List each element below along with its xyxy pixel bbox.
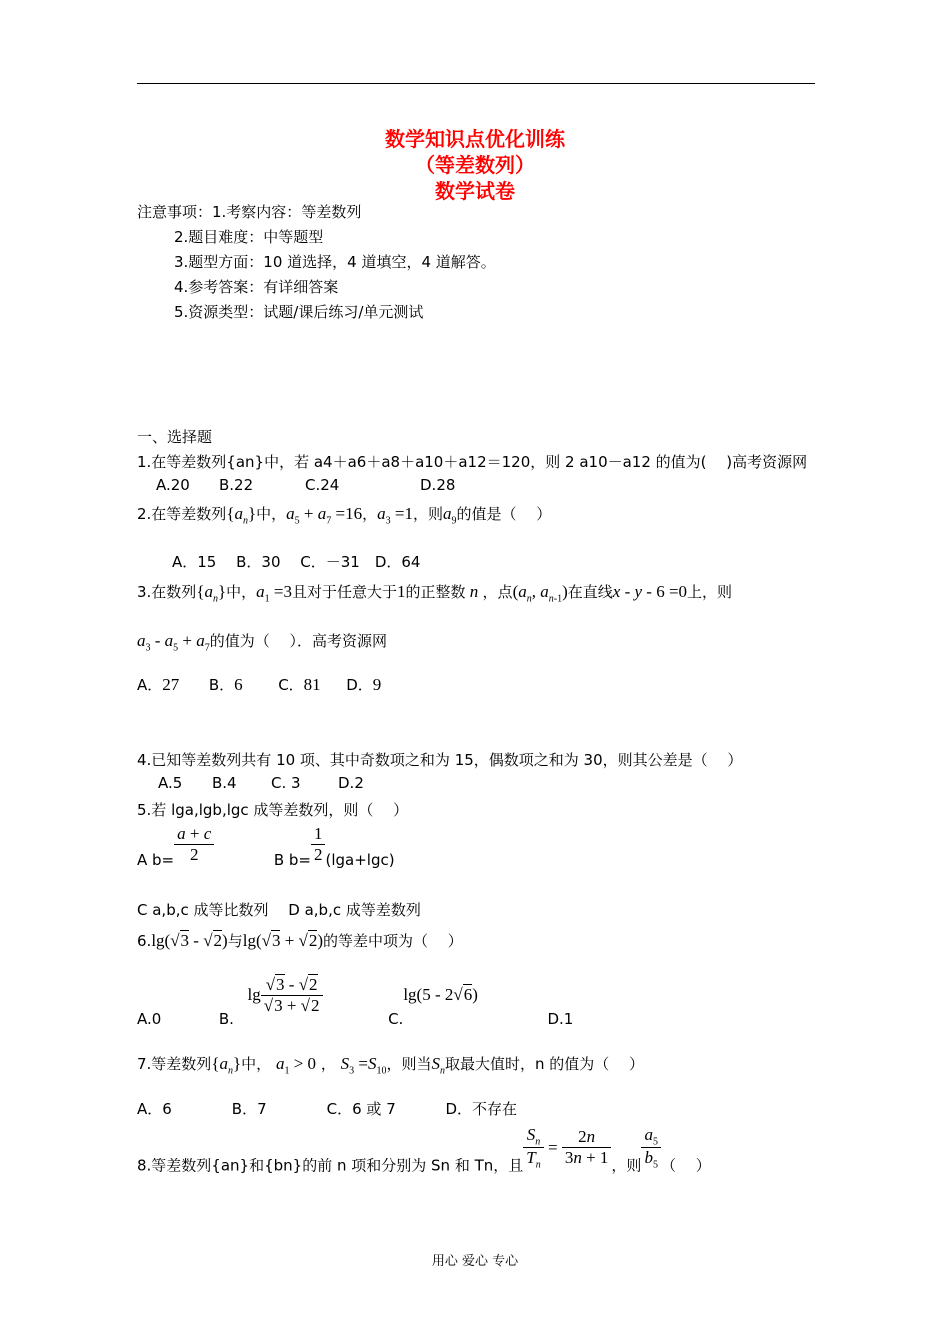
header-rule <box>137 83 815 84</box>
note-1: 注意事项：1.考察内容：等差数列 <box>137 203 362 221</box>
question-4: 4.已知等差数列共有 10 项、其中奇数项之和为 15，偶数项之和为 30，则其公差是（ ） <box>137 751 743 769</box>
q5-fraction-a: $\frac{a + c}{2}$ <box>174 824 214 865</box>
q4-option-b: B.4 <box>212 774 237 792</box>
question-3-cont <box>137 630 387 653</box>
question-1: 1.在等差数列{an}中，若 a4＋a6＋a8＋a10＋a12＝120，则 2 a10－a12 的值为( )高考资源网 <box>137 453 808 471</box>
title-line-3: 数学试卷 <box>435 179 515 203</box>
q3-option-c-value: 81 <box>303 675 321 694</box>
q3-formula-point: ($a_n$, $a_{n-1}$) <box>512 582 568 605</box>
q2-formula-sum: $a_5 + a_7 =16$ <box>286 504 363 527</box>
q2-formula-seq: $\{a_n\}$ <box>226 504 257 527</box>
q6-option-c: C. <box>388 1010 404 1028</box>
q6-option-b-formula: lg <box>247 985 261 1004</box>
q3-formula-seq: $\{a_n\}$ <box>196 582 227 605</box>
q6-option-d: D.1 <box>547 1010 574 1028</box>
q3-option-a-value: 27 <box>162 675 180 694</box>
question-6 <box>137 930 463 951</box>
q2-tail: 的值是（ ） <box>456 505 552 523</box>
q8-post: （ ） <box>660 1156 711 1175</box>
q6-pre: 6. <box>137 932 152 950</box>
q6-option-a: A.0 <box>137 1010 162 1028</box>
q3-options <box>137 674 381 695</box>
q3-t3: 的正整数 <box>405 583 466 601</box>
note-2: 2.题目难度：中等题型 <box>174 228 324 246</box>
q1-option-c: C.24 <box>305 476 340 494</box>
q3-t4: ，点 <box>482 583 513 601</box>
question-5: 5.若 lga,lgb,lgc 成等差数列，则（ ） <box>137 801 409 819</box>
q3-option-a: A． <box>137 676 163 694</box>
q2-formula-a3: $a_3 =1$ <box>377 504 413 527</box>
q3-option-c: C． <box>278 676 304 694</box>
question-7: 7.等差数列$\{a_n\}$中， $a_1 > 0$ ， $S_3 =S_{10}$，则当$S_n$取最大值时，n 的值为（ ） <box>137 1054 644 1077</box>
page-footer: 用心 爱心 专心 <box>431 1254 519 1269</box>
q7-t2: ，则当 <box>386 1055 432 1073</box>
q6-option-c-formula: lg(5 - 2√6) <box>403 985 478 1004</box>
question-3 <box>137 581 732 604</box>
q5-fraction-half: $\frac{1}{2}$ <box>311 824 326 865</box>
note-4: 4.参考答案：有详细答案 <box>174 278 339 296</box>
q8-equals: = <box>543 1137 562 1157</box>
q5-options-ab <box>137 824 395 869</box>
q3-formula-line: x - y - 6 =0 <box>612 582 688 601</box>
q6-options <box>137 975 573 1028</box>
q4-option-a: A.5 <box>158 774 183 792</box>
q7-pre: 7.等差数列 <box>137 1055 212 1073</box>
q3-formula-expr: $a_3 - a_5 + a_7$ <box>137 631 210 654</box>
q8-pre: 8.等差数列{an}和{bn}的前 n 项和分别为 Sn 和 Tn，且 <box>137 1156 524 1175</box>
q3-t2: 且对于任意大于 <box>292 583 398 601</box>
q3-t5: 在直线 <box>567 583 613 601</box>
q3-formula-a1: $a_1 =3$ <box>256 582 293 605</box>
q1-option-d: D.28 <box>420 476 456 494</box>
q3-formula-n: n <box>465 582 483 601</box>
q3-t6: 上，则 <box>687 583 733 601</box>
note-5: 5.资源类型：试题/课后练习/单元测试 <box>174 303 424 321</box>
q5-options-cd: C a,b,c 成等比数列 D a,b,c 成等差数列 <box>137 901 421 919</box>
q7-t3: 取最大值时，n 的值为（ ） <box>444 1055 644 1073</box>
q3-option-b: B． <box>208 676 235 694</box>
q2-options: A．15 B．30 C．－31 D．64 <box>172 553 421 571</box>
q6-post: 的等差中项为（ ） <box>323 932 463 950</box>
q3-t7: 的值为（ ）．高考资源网 <box>209 632 388 650</box>
q7-formula-s3: $S_3 =S_{10}$ <box>340 1054 387 1077</box>
question-8 <box>137 1125 711 1175</box>
q3-formula-one: 1 <box>397 582 406 601</box>
q6-formula-right: lg(√3 + √2) <box>242 931 324 950</box>
question-2: 2.在等差数列$\{a_n\}$中，$a_5 + a_7 =16$，$a_3 =1$，则$a_9$的值是（ ） <box>137 504 552 527</box>
q1-option-b: B.22 <box>219 476 254 494</box>
q5-option-b: B b= <box>273 851 311 869</box>
q2-post: ，则 <box>412 505 443 523</box>
q5-option-b-text: (lga+lgc) <box>325 851 395 869</box>
q6-fraction-b: $\frac{√3 - √2}{√3 + √2}$ <box>261 975 323 1016</box>
q8-mid: ，则 <box>611 1156 642 1175</box>
q6-option-b: B. <box>218 1010 234 1028</box>
q2-formula-a9: $a_9$ <box>442 504 457 527</box>
q7-formula-seq: $\{a_n\}$ <box>211 1054 242 1077</box>
q4-option-d: D.2 <box>338 774 364 792</box>
q7-formula-sn: $S_n$ <box>431 1054 445 1077</box>
q8-fraction-ratio: $\frac{S_n}{T_n}$ <box>523 1125 543 1171</box>
section-heading: 一、选择题 <box>137 428 213 446</box>
q5-option-a: A b= <box>137 851 175 869</box>
q7-formula-a1: $a_1 > 0$ <box>275 1054 317 1077</box>
title-line-1: 数学知识点优化训练 <box>385 127 565 151</box>
note-3: 3.题型方面：10 道选择，4 道填空，4 道解答。 <box>174 253 496 271</box>
q6-formula-left: lg(√3 - √2) <box>151 931 228 950</box>
q7-t1: 中， <box>241 1055 272 1073</box>
q6-mid: 与 <box>227 932 243 950</box>
q3-option-b-value: 6 <box>234 675 243 694</box>
q2-mid: 中， <box>256 505 287 523</box>
q3-option-d-value: 9 <box>372 675 382 694</box>
q3-t1: 中， <box>226 583 257 601</box>
q7-options: A．6 B．7 C．6 或 7 D．不存在 <box>137 1100 518 1118</box>
q8-fraction-value: $\frac{2n}{3n + 1}$ <box>562 1127 612 1168</box>
q4-option-c: C. 3 <box>271 774 301 792</box>
title-line-2: （等差数列） <box>415 153 535 177</box>
q8-fraction-target: $\frac{a_5}{b_5}$ <box>641 1125 661 1171</box>
q3-pre: 3.在数列 <box>137 583 197 601</box>
q3-option-d: D． <box>346 676 373 694</box>
q1-option-a: A.20 <box>156 476 190 494</box>
q2-pre: 2.在等差数列 <box>137 505 227 523</box>
